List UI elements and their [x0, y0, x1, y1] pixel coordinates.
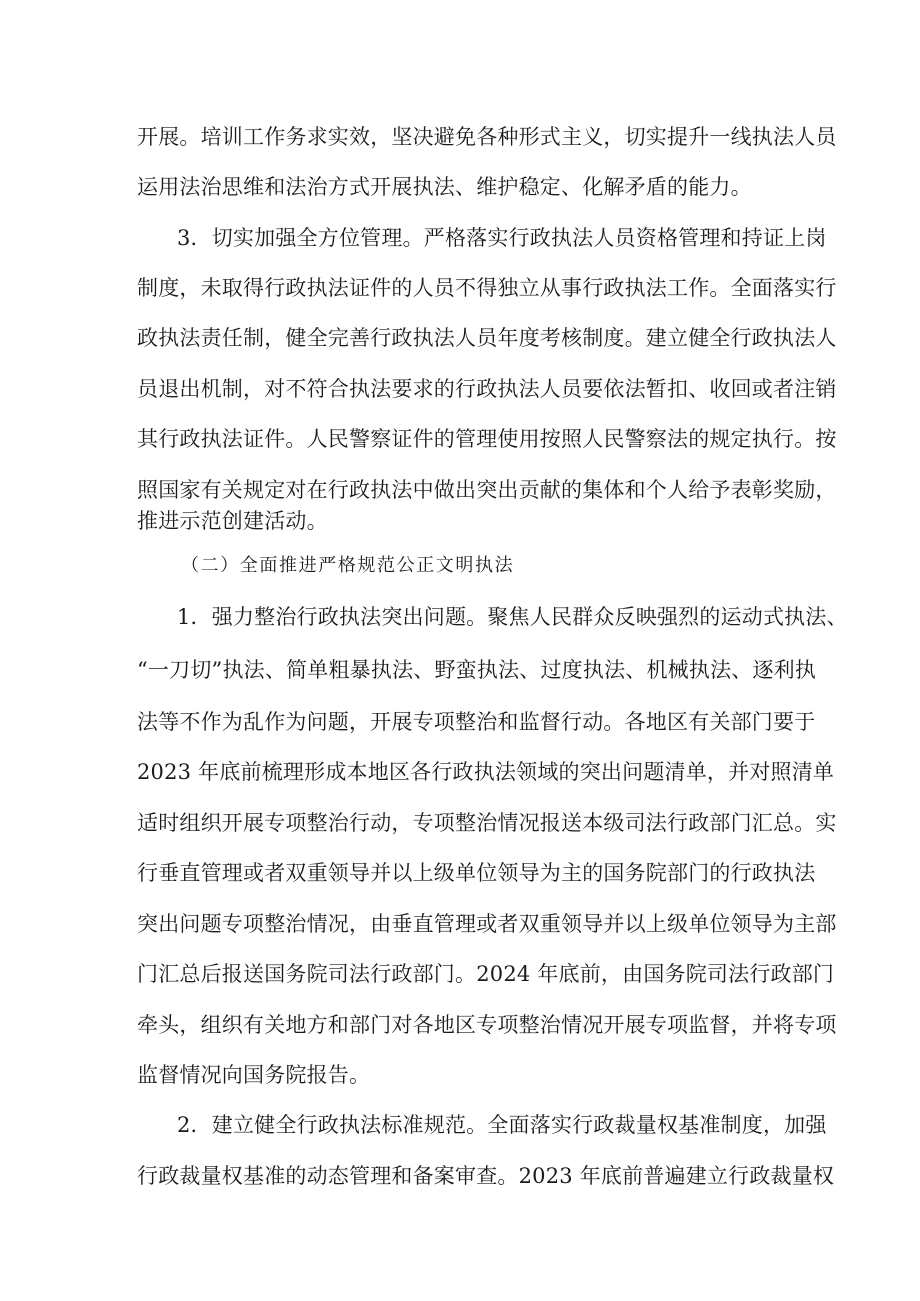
text-line: 3．切实加强全方位管理。严格落实行政执法人员资格管理和持证上岗 — [177, 226, 827, 250]
text-line: 适时组织开展专项整治行动，专项整治情况报送本级司法行政部门汇总。实 — [137, 811, 837, 835]
text-line: 法等不作为乱作为问题，开展专项整治和监督行动。各地区有关部门要于 — [137, 710, 816, 734]
text-line: 其行政执法证件。人民警察证件的管理使用按照人民警察法的规定执行。按 — [137, 427, 837, 451]
text-line: 1．强力整治行政执法突出问题。聚焦人民群众反映强烈的运动式执法、 — [177, 605, 848, 629]
text-line: 制度，未取得行政执法证件的人员不得独立从事行政执法工作。全面落实行 — [137, 276, 837, 300]
text-line: 监督情况向国务院报告。 — [137, 1063, 371, 1087]
text-line: 照国家有关规定对在行政执法中做出突出贡献的集体和个人给予表彰奖励， — [137, 478, 837, 502]
text-line: 突出问题专项整治情况，由垂直管理或者双重领导并以上级单位领导为主部 — [137, 912, 837, 936]
text-line: 政执法责任制，健全完善行政执法人员年度考核制度。建立健全行政执法人 — [137, 326, 837, 350]
text-line: 牵头，组织有关地方和部门对各地区专项整治情况开展专项监督，并将专项 — [137, 1013, 837, 1037]
text-line: 行垂直管理或者双重领导并以上级单位领导为主的国务院部门的行政执法 — [137, 861, 816, 885]
text-line: “一刀切”执法、简单粗暴执法、野蛮执法、过度执法、机械执法、逐利执 — [137, 658, 817, 682]
text-line: 员退出机制，对不符合执法要求的行政执法人员要依法暂扣、收回或者注销 — [137, 377, 837, 401]
text-line: 门汇总后报送国务院司法行政部门。2024 年底前，由国务院司法行政部门 — [137, 962, 835, 986]
text-line: 2．建立健全行政执法标准规范。全面落实行政裁量权基准制度，加强 — [177, 1113, 827, 1137]
section-heading: （二）全面推进严格规范公正文明执法 — [181, 555, 515, 576]
text-line: 2023 年底前梳理形成本地区各行政执法领域的突出问题清单，并对照清单 — [137, 760, 835, 784]
text-line: 行政裁量权基准的动态管理和备案审查。2023 年底前普遍建立行政裁量权 — [137, 1164, 835, 1188]
text-line: 推进示范创建活动。 — [137, 509, 328, 533]
text-line: 运用法治思维和法治方式开展执法、维护稳定、化解矛盾的能力。 — [137, 175, 752, 199]
text-line: 开展。培训工作务求实效，坚决避免各种形式主义，切实提升一线执法人员 — [137, 125, 837, 149]
